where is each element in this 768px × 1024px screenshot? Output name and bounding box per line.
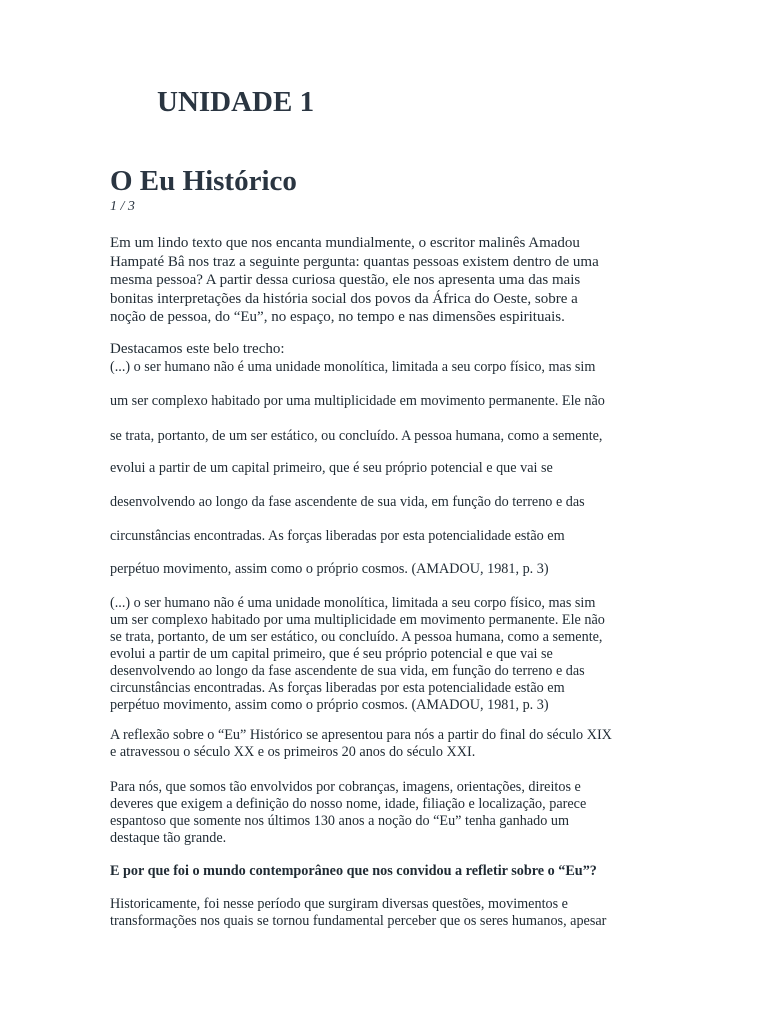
reflection-paragraph: [110, 727, 670, 761]
quote-compact-paragraph: [110, 595, 670, 714]
quote-compact-line: se trata, portanto, de um ser estático, ou concluído. A pessoa humana, como a semente,: [110, 629, 603, 645]
quote-compact-line: circunstâncias encontradas. As forças liberadas por esta potencialidade estão em: [110, 680, 565, 696]
reflection-line: e atravessou o século XX e os primeiros 20 anos do século XXI.: [110, 744, 476, 760]
intro-line: Em um lindo texto que nos encanta mundialmente, o escritor malinês Amadou: [110, 235, 580, 251]
quote-spaced-line: (...) o ser humano não é uma unidade monolítica, limitada a seu corpo físico, mas sim: [110, 359, 596, 375]
historical-line: transformações nos quais se tornou fundamental perceber que os seres humanos, apesar: [110, 913, 607, 929]
intro-line: bonitas interpretações da história social dos povos da África do Oeste, sobre a: [110, 290, 578, 307]
quote-compact-line: perpétuo movimento, assim como o próprio cosmos. (AMADOU, 1981, p. 3): [110, 697, 549, 713]
involvement-line: Para nós, que somos tão envolvidos por cobranças, imagens, orientações, direitos e: [110, 779, 581, 795]
involvement-line: espantoso que somente nos últimos 130 anos a noção do “Eu” tenha ganhado um: [110, 813, 570, 829]
quote-spaced-line: se trata, portanto, de um ser estático, ou concluído. A pessoa humana, como a semente,: [110, 428, 603, 444]
intro-paragraph: [110, 234, 670, 327]
quote-compact-line: um ser complexo habitado por uma multiplicidade em movimento permanente. Ele não: [110, 612, 605, 628]
historical-paragraph: [110, 896, 670, 930]
quote-spaced-line: evolui a partir de um capital primeiro, que é seu próprio potencial e que vai se: [110, 460, 553, 476]
intro-line: Hampaté Bâ nos traz a seguinte pergunta: quantas pessoas existem dentro de uma: [110, 253, 599, 270]
intro-line: mesma pessoa? A partir dessa curiosa questão, ele nos apresenta uma das mais: [110, 272, 581, 288]
quote-compact-line: (...) o ser humano não é uma unidade monolítica, limitada a seu corpo físico, mas sim: [110, 595, 596, 611]
involvement-line: destaque tão grande.: [110, 830, 227, 846]
reflection-line: A reflexão sobre o “Eu” Histórico se apresentou para nós a partir do final do século XIX: [110, 727, 612, 743]
historical-line: Historicamente, foi nesse período que surgiram diversas questões, movimentos e: [110, 896, 568, 912]
quote-spaced-line: circunstâncias encontradas. As forças liberadas por esta potencialidade estão em: [110, 528, 565, 544]
quote-spaced-line: desenvolvendo ao longo da fase ascendente de sua vida, em função do terreno e das: [110, 494, 585, 510]
quote-spaced-line: um ser complexo habitado por uma multiplicidade em movimento permanente. Ele não: [110, 393, 605, 409]
involvement-paragraph: [110, 779, 670, 847]
page-counter: 1 / 3: [110, 199, 135, 214]
intro-line: noção de pessoa, do “Eu”, no espaço, no tempo e nas dimensões espirituais.: [110, 309, 565, 325]
highlight-intro: Destacamos este belo trecho:: [110, 341, 285, 357]
quote-compact-line: desenvolvendo ao longo da fase ascendente de sua vida, em função do terreno e das: [110, 663, 585, 679]
involvement-line: deveres que exigem a definição do nosso nome, idade, filiação e localização, parece: [110, 796, 587, 812]
unit-title: UNIDADE 1: [157, 86, 315, 118]
question-heading: E por que foi o mundo contemporâneo que nos convidou a refletir sobre o “Eu”?: [110, 863, 597, 879]
quote-compact-line: evolui a partir de um capital primeiro, que é seu próprio potencial e que vai se: [110, 646, 553, 662]
section-title: O Eu Histórico: [110, 165, 297, 197]
quote-spaced-line: perpétuo movimento, assim como o próprio cosmos. (AMADOU, 1981, p. 3): [110, 561, 549, 577]
